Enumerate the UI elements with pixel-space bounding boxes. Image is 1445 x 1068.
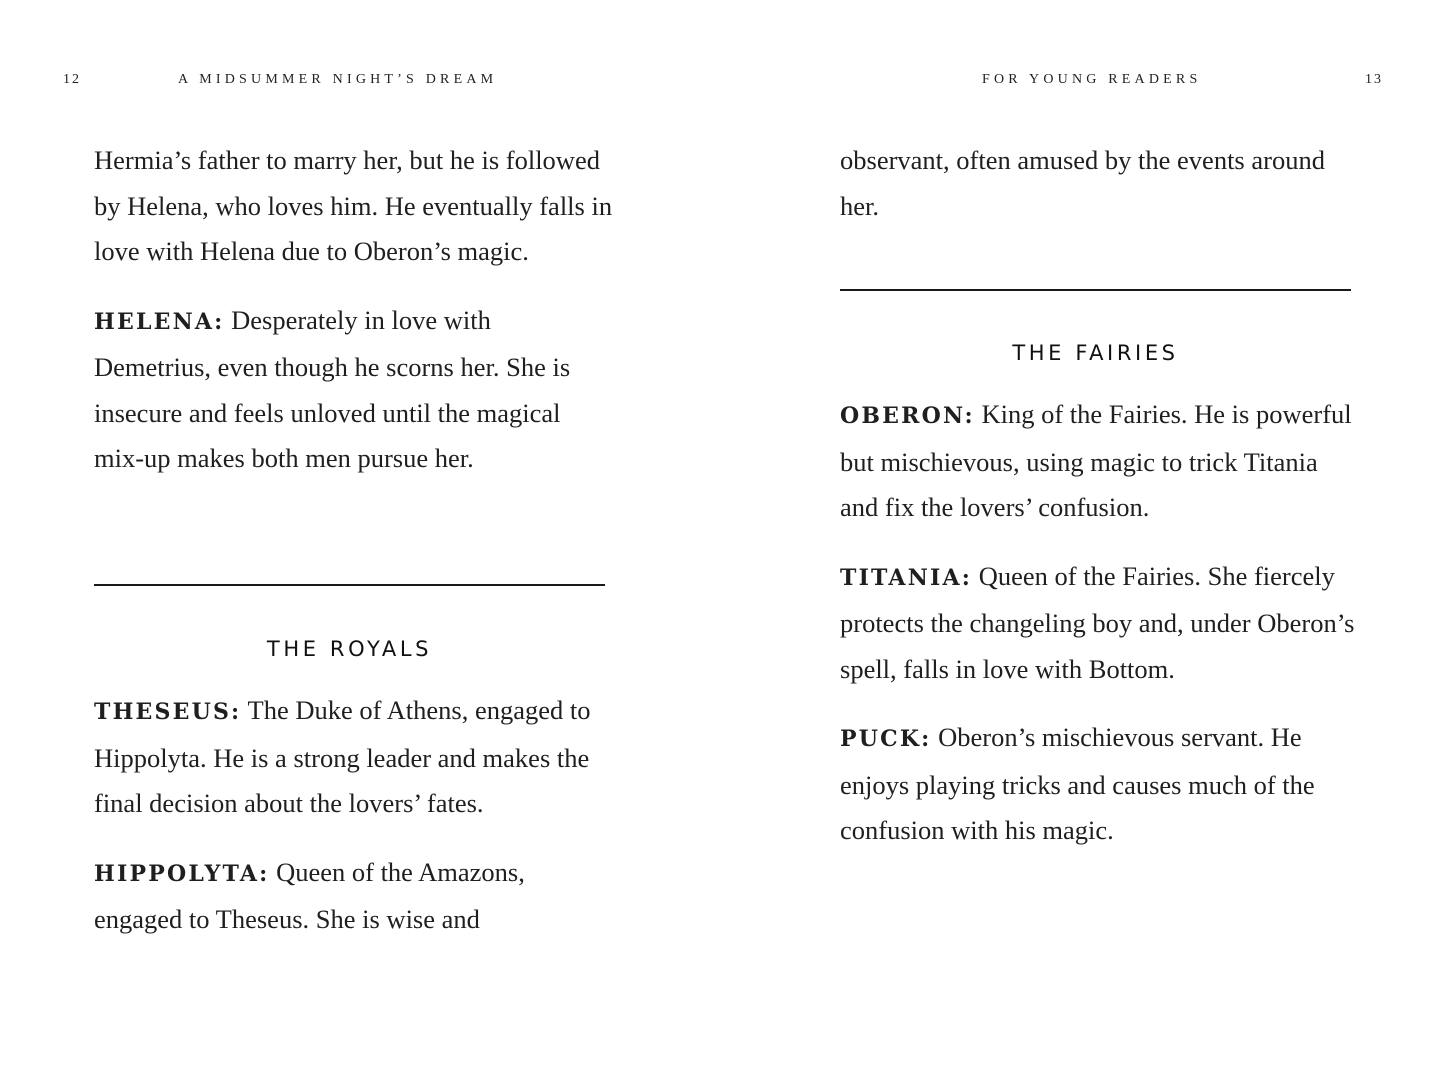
character-entry-puck <box>840 715 1360 854</box>
left-text-top <box>94 138 614 505</box>
running-head: A MIDSUMMER NIGHT’S DREAM <box>178 72 498 87</box>
page-number: 13 <box>1365 72 1383 87</box>
left-page <box>0 0 722 1068</box>
character-description: Desperately in love with Demetrius, even though he scorns her. She is insecure and feels unloved until the magical mix-up makes both men pursue her. <box>94 304 571 473</box>
running-head: FOR YOUNG READERS <box>982 72 1202 87</box>
section-title: THE ROYALS <box>266 637 433 661</box>
character-entry-oberon <box>840 392 1360 531</box>
continued-paragraph: observant, often amused by the events around her. <box>840 145 1325 221</box>
character-entry-hippolyta <box>94 850 614 943</box>
character-name: THESEUS: <box>94 699 242 725</box>
character-description: The Duke of Athens, engaged to Hippolyta. He is a strong leader and makes the final decision about the lovers’ fates. <box>94 695 591 818</box>
character-name: TITANIA: <box>840 564 973 591</box>
right-page <box>723 0 1445 1068</box>
character-description: King of the Fairies. He is powerful but mischievous, using magic to trick Titania and fix the lovers’ confusion. <box>840 399 1352 522</box>
character-name: HELENA: <box>94 308 225 335</box>
left-text-bottom <box>94 688 614 966</box>
right-text-bottom <box>840 392 1360 877</box>
continued-paragraph: Hermia’s father to marry her, but he is followed by Helena, who loves him. He eventually falls in love with Helena due to Oberon’s magic. <box>94 145 613 266</box>
section-divider <box>840 289 1351 291</box>
section-title: THE FAIRIES <box>1012 341 1179 365</box>
section-divider <box>94 584 605 586</box>
character-description: Queen of the Fairies. She fiercely protects the changeling boy and, under Oberon’s spell, falls in love with Bottom. <box>840 560 1355 684</box>
character-description: Queen of the Amazons, engaged to Theseus. She is wise and <box>94 856 525 934</box>
character-description: Oberon’s mischievous servant. He enjoys playing tricks and causes much of the confusion with his magic. <box>840 722 1315 845</box>
character-name: HIPPOLYTA: <box>94 860 270 887</box>
character-entry-titania <box>840 554 1360 693</box>
character-entry-helena <box>94 298 614 482</box>
character-entry-theseus <box>94 688 614 827</box>
page-number: 12 <box>63 72 81 87</box>
right-text-top <box>840 138 1360 252</box>
character-name: PUCK: <box>840 726 932 752</box>
character-name: OBERON: <box>840 403 975 429</box>
